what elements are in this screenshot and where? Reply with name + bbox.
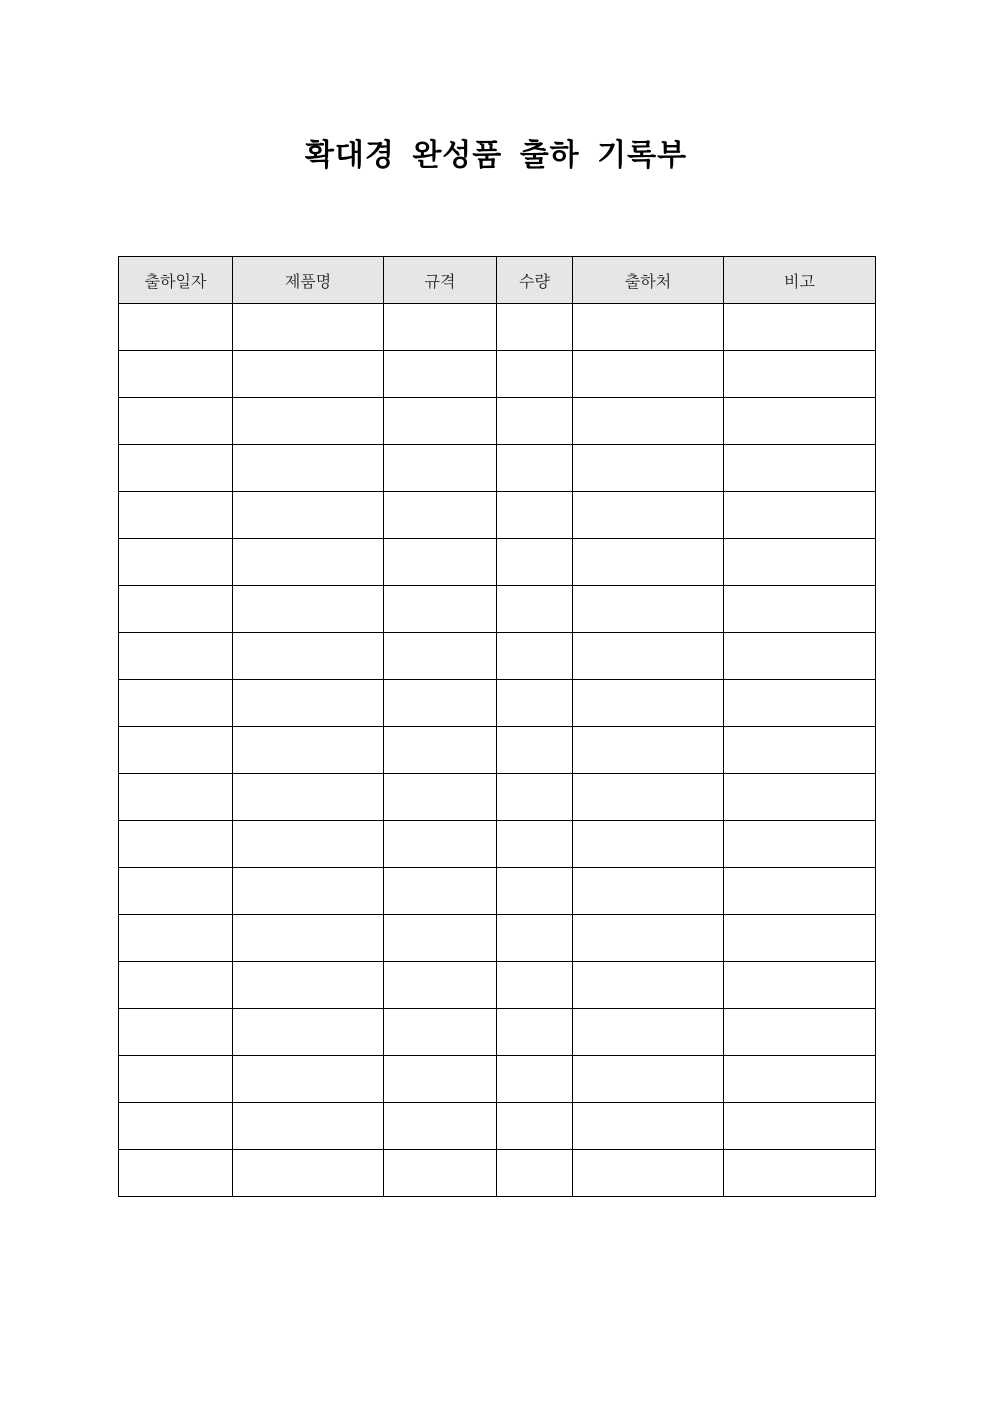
column-header-destination: 출하처 (573, 257, 724, 304)
table-row (119, 1009, 876, 1056)
table-row (119, 1056, 876, 1103)
table-row (119, 915, 876, 962)
product-name-cell[interactable] (233, 774, 384, 821)
quantity-cell[interactable] (497, 1150, 573, 1197)
destination-cell[interactable] (573, 539, 724, 586)
product-name-cell[interactable] (233, 1103, 384, 1150)
product-name-cell[interactable] (233, 398, 384, 445)
spec-cell[interactable] (384, 1103, 497, 1150)
destination-cell[interactable] (573, 868, 724, 915)
table-row (119, 492, 876, 539)
table-row (119, 398, 876, 445)
spec-cell[interactable] (384, 1056, 497, 1103)
destination-cell[interactable] (573, 304, 724, 351)
remarks-cell[interactable] (724, 1150, 876, 1197)
quantity-cell[interactable] (497, 962, 573, 1009)
document-title: 확대경 완성품 출하 기록부 (304, 138, 688, 173)
spec-cell[interactable] (384, 774, 497, 821)
destination-cell[interactable] (573, 774, 724, 821)
ship-date-cell[interactable] (119, 962, 233, 1009)
column-header-ship-date: 출하일자 (119, 257, 233, 304)
table-row (119, 727, 876, 774)
remarks-cell[interactable] (724, 868, 876, 915)
ship-date-cell[interactable] (119, 586, 233, 633)
remarks-cell[interactable] (724, 445, 876, 492)
quantity-cell[interactable] (497, 915, 573, 962)
spec-cell[interactable] (384, 539, 497, 586)
table-row (119, 586, 876, 633)
table-row (119, 774, 876, 821)
product-name-cell[interactable] (233, 1009, 384, 1056)
remarks-cell[interactable] (724, 1056, 876, 1103)
destination-cell[interactable] (573, 962, 724, 1009)
quantity-cell[interactable] (497, 1009, 573, 1056)
product-name-cell[interactable] (233, 351, 384, 398)
spec-cell[interactable] (384, 821, 497, 868)
quantity-cell[interactable] (497, 445, 573, 492)
spec-cell[interactable] (384, 351, 497, 398)
table-row (119, 304, 876, 351)
spec-cell[interactable] (384, 1009, 497, 1056)
ship-date-cell[interactable] (119, 1009, 233, 1056)
destination-cell[interactable] (573, 492, 724, 539)
remarks-cell[interactable] (724, 915, 876, 962)
ship-date-cell[interactable] (119, 868, 233, 915)
ship-date-cell[interactable] (119, 680, 233, 727)
product-name-cell[interactable] (233, 821, 384, 868)
table-row (119, 1103, 876, 1150)
spec-cell[interactable] (384, 586, 497, 633)
spec-cell[interactable] (384, 1150, 497, 1197)
ship-date-cell[interactable] (119, 821, 233, 868)
table-row (119, 539, 876, 586)
product-name-cell[interactable] (233, 633, 384, 680)
product-name-cell[interactable] (233, 445, 384, 492)
destination-cell[interactable] (573, 1056, 724, 1103)
product-name-cell[interactable] (233, 915, 384, 962)
remarks-cell[interactable] (724, 1009, 876, 1056)
spec-cell[interactable] (384, 868, 497, 915)
table-row (119, 962, 876, 1009)
shipment-log-table (118, 256, 876, 1197)
quantity-cell[interactable] (497, 539, 573, 586)
quantity-cell[interactable] (497, 680, 573, 727)
quantity-cell[interactable] (497, 633, 573, 680)
quantity-cell[interactable] (497, 492, 573, 539)
table-row (119, 821, 876, 868)
spec-cell[interactable] (384, 962, 497, 1009)
product-name-cell[interactable] (233, 868, 384, 915)
product-name-cell[interactable] (233, 586, 384, 633)
ship-date-cell[interactable] (119, 727, 233, 774)
quantity-cell[interactable] (497, 1056, 573, 1103)
header-row (119, 257, 876, 304)
ship-date-cell[interactable] (119, 304, 233, 351)
remarks-cell[interactable] (724, 351, 876, 398)
ship-date-cell[interactable] (119, 915, 233, 962)
remarks-cell[interactable] (724, 304, 876, 351)
destination-cell[interactable] (573, 727, 724, 774)
table-row (119, 1150, 876, 1197)
quantity-cell[interactable] (497, 586, 573, 633)
spec-cell[interactable] (384, 680, 497, 727)
remarks-cell[interactable] (724, 586, 876, 633)
quantity-cell[interactable] (497, 774, 573, 821)
spec-cell[interactable] (384, 445, 497, 492)
column-header-product-name: 제품명 (233, 257, 384, 304)
quantity-cell[interactable] (497, 1103, 573, 1150)
product-name-cell[interactable] (233, 680, 384, 727)
table-body (119, 304, 876, 1197)
ship-date-cell[interactable] (119, 398, 233, 445)
quantity-cell[interactable] (497, 727, 573, 774)
destination-cell[interactable] (573, 1103, 724, 1150)
ship-date-cell[interactable] (119, 445, 233, 492)
destination-cell[interactable] (573, 445, 724, 492)
ship-date-cell[interactable] (119, 351, 233, 398)
ship-date-cell[interactable] (119, 539, 233, 586)
ship-date-cell[interactable] (119, 633, 233, 680)
product-name-cell[interactable] (233, 1150, 384, 1197)
spec-cell[interactable] (384, 727, 497, 774)
spec-cell[interactable] (384, 304, 497, 351)
destination-cell[interactable] (573, 633, 724, 680)
destination-cell[interactable] (573, 821, 724, 868)
column-header-spec: 규격 (384, 257, 497, 304)
remarks-cell[interactable] (724, 821, 876, 868)
product-name-cell[interactable] (233, 304, 384, 351)
destination-cell[interactable] (573, 680, 724, 727)
destination-cell[interactable] (573, 1009, 724, 1056)
quantity-cell[interactable] (497, 304, 573, 351)
remarks-cell[interactable] (724, 680, 876, 727)
remarks-cell[interactable] (724, 774, 876, 821)
quantity-cell[interactable] (497, 398, 573, 445)
ship-date-cell[interactable] (119, 1150, 233, 1197)
ship-date-cell[interactable] (119, 774, 233, 821)
destination-cell[interactable] (573, 586, 724, 633)
product-name-cell[interactable] (233, 727, 384, 774)
destination-cell[interactable] (573, 1150, 724, 1197)
destination-cell[interactable] (573, 398, 724, 445)
table-row (119, 351, 876, 398)
quantity-cell[interactable] (497, 821, 573, 868)
ship-date-cell[interactable] (119, 1056, 233, 1103)
spec-cell[interactable] (384, 633, 497, 680)
ship-date-cell[interactable] (119, 492, 233, 539)
product-name-cell[interactable] (233, 539, 384, 586)
table-row (119, 868, 876, 915)
product-name-cell[interactable] (233, 962, 384, 1009)
ship-date-cell[interactable] (119, 1103, 233, 1150)
product-name-cell[interactable] (233, 492, 384, 539)
remarks-cell[interactable] (724, 727, 876, 774)
remarks-cell[interactable] (724, 1103, 876, 1150)
column-header-remarks: 비고 (724, 257, 876, 304)
remarks-cell[interactable] (724, 492, 876, 539)
column-header-quantity: 수량 (497, 257, 573, 304)
spec-cell[interactable] (384, 492, 497, 539)
remarks-cell[interactable] (724, 398, 876, 445)
destination-cell[interactable] (573, 351, 724, 398)
destination-cell[interactable] (573, 915, 724, 962)
table-row (119, 445, 876, 492)
quantity-cell[interactable] (497, 868, 573, 915)
table-row (119, 633, 876, 680)
spec-cell[interactable] (384, 398, 497, 445)
remarks-cell[interactable] (724, 633, 876, 680)
table-row (119, 680, 876, 727)
quantity-cell[interactable] (497, 351, 573, 398)
product-name-cell[interactable] (233, 1056, 384, 1103)
remarks-cell[interactable] (724, 539, 876, 586)
remarks-cell[interactable] (724, 962, 876, 1009)
spec-cell[interactable] (384, 915, 497, 962)
